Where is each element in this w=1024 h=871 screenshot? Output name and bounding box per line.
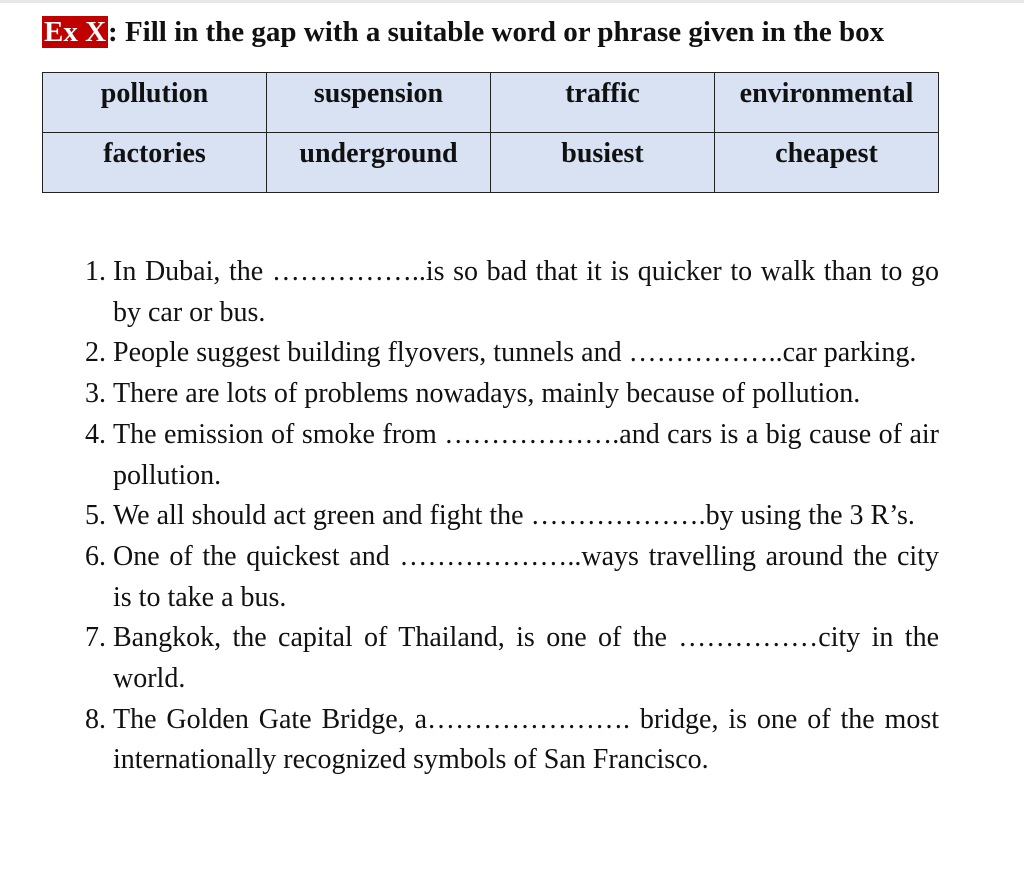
page-top-edge bbox=[0, 0, 1024, 3]
word-text: busiest bbox=[561, 137, 644, 169]
question-item: 1. In Dubai, the ……………..is so bad that it is quicker to walk than to go by car or bus. bbox=[113, 252, 939, 333]
word-cell bbox=[715, 73, 939, 133]
word-text: pollution bbox=[100, 77, 209, 109]
word-box-row bbox=[43, 133, 939, 193]
question-item: 3. There are lots of problems nowadays, mainly because of pollution. bbox=[113, 374, 939, 415]
exercise-label: Ex X bbox=[44, 16, 107, 48]
word-text: cheapest bbox=[775, 137, 878, 169]
word-box-row bbox=[43, 73, 939, 133]
question-item: 8. The Golden Gate Bridge, a…………………. bridge, is one of the most internationally recognized symbols of San Francisco. bbox=[113, 700, 939, 781]
word-text: factories bbox=[103, 137, 206, 169]
word-text: environmental bbox=[739, 77, 914, 109]
word-cell bbox=[267, 133, 491, 193]
word-text: suspension bbox=[313, 77, 444, 109]
question-item: 6. One of the quickest and ………………..ways travelling around the city is to take a bus. bbox=[113, 537, 939, 618]
word-text: traffic bbox=[565, 77, 640, 109]
word-box-table bbox=[42, 72, 939, 193]
word-cell bbox=[491, 133, 715, 193]
word-cell bbox=[267, 73, 491, 133]
question-item: 7. Bangkok, the capital of Thailand, is one of the ……………city in the world. bbox=[113, 618, 939, 699]
question-item: 5. We all should act green and fight the ……………….by using the 3 R’s. bbox=[113, 496, 939, 537]
question-list bbox=[66, 252, 939, 781]
question-item: 2. People suggest building flyovers, tunnels and ……………..car parking. bbox=[113, 333, 939, 374]
word-text: underground bbox=[299, 137, 458, 169]
exercise-instruction: : Fill in the gap with a suitable word or phrase given in the box bbox=[108, 16, 885, 48]
question-item: 4. The emission of smoke from ……………….and cars is a big cause of air pollution. bbox=[113, 415, 939, 496]
word-cell bbox=[715, 133, 939, 193]
word-cell bbox=[43, 133, 267, 193]
word-cell bbox=[43, 73, 267, 133]
word-cell bbox=[491, 73, 715, 133]
exercise-heading bbox=[42, 14, 884, 50]
